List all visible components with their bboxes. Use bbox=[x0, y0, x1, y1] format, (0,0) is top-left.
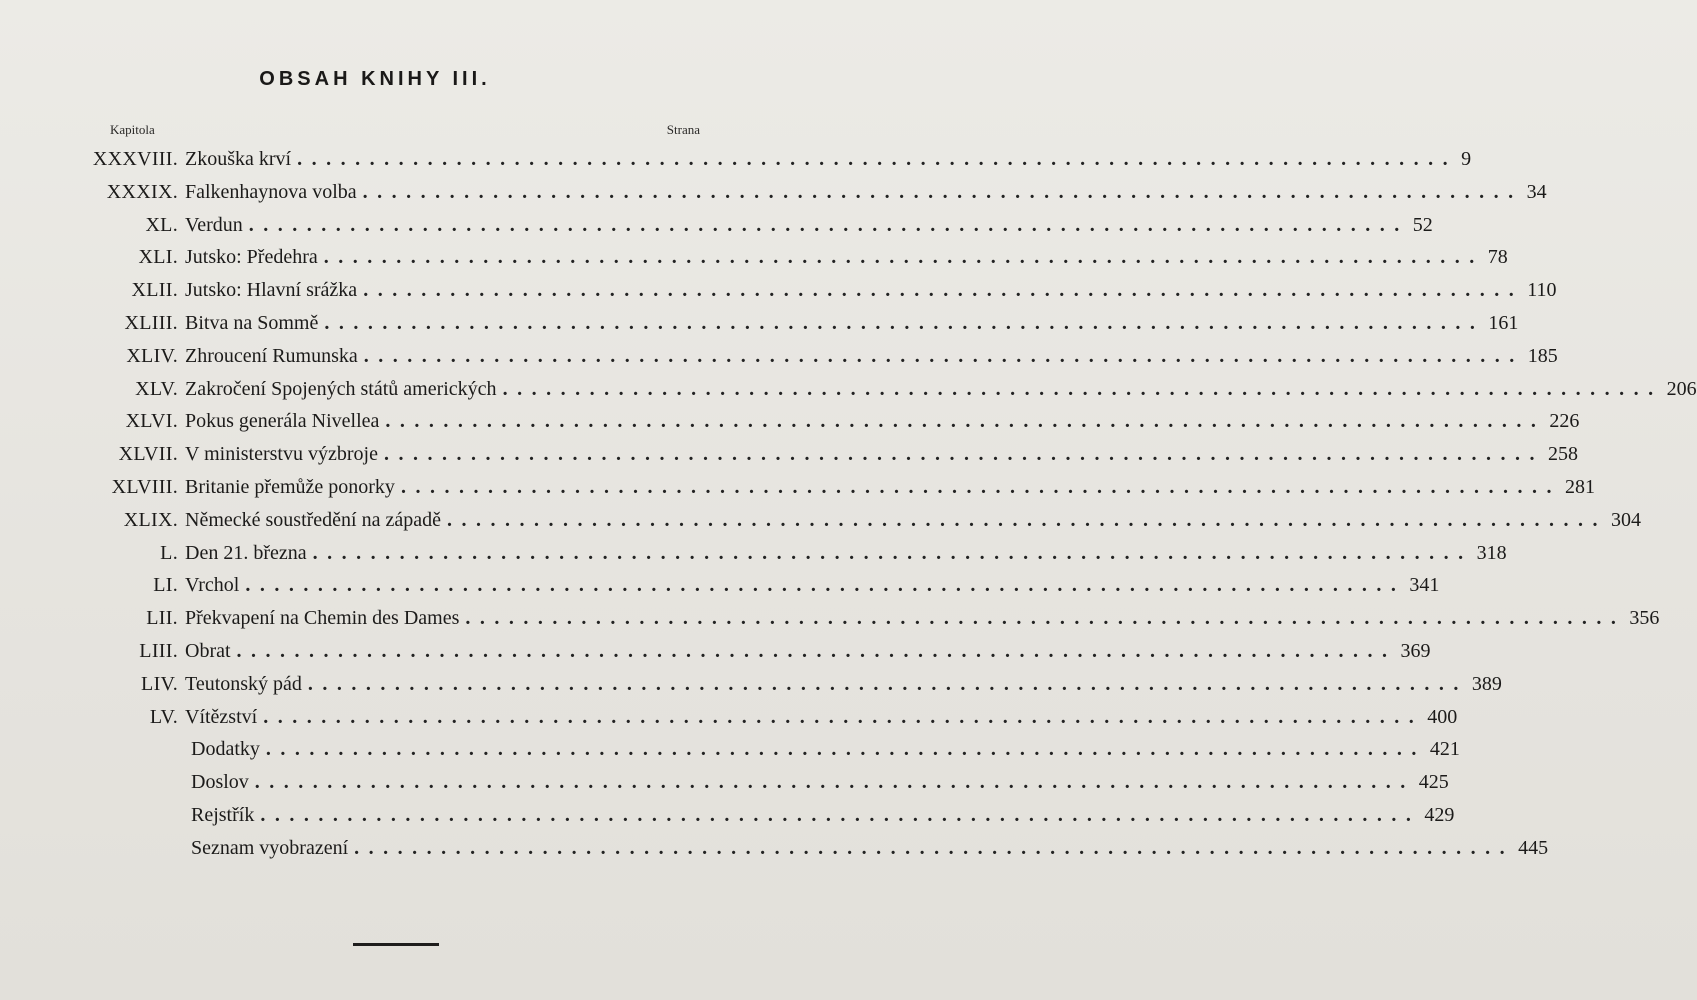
toc-row bbox=[0, 766, 1449, 799]
toc-entry bbox=[185, 143, 1472, 176]
dot-leader: ................................................................................ bbox=[385, 410, 1546, 433]
chapter-title: Teutonský pád bbox=[185, 672, 302, 695]
toc-row bbox=[0, 241, 1508, 274]
page-number: 445 bbox=[1518, 836, 1549, 859]
page-number: 421 bbox=[1429, 738, 1460, 761]
page-title: OBSAH KNIHY III. bbox=[259, 68, 491, 90]
page-number: 400 bbox=[1427, 705, 1458, 728]
toc-entry bbox=[185, 274, 1557, 307]
chapter-title: Zkouška krví bbox=[185, 148, 292, 170]
dot-leader: ................................................................................ bbox=[248, 213, 1409, 236]
toc-row bbox=[0, 373, 1697, 406]
dot-leader: ................................................................................ bbox=[323, 246, 1484, 269]
toc-entry bbox=[191, 832, 1549, 865]
dot-leader: ................................................................................ bbox=[312, 541, 1473, 564]
page-number: 341 bbox=[1409, 574, 1440, 597]
chapter-title: Německé soustředění na západě bbox=[185, 508, 441, 531]
toc-entry bbox=[185, 209, 1433, 242]
dot-leader: ................................................................................ bbox=[362, 180, 1523, 203]
toc-row bbox=[0, 340, 1558, 373]
page-number: 78 bbox=[1487, 246, 1508, 269]
chapter-number: XLI. bbox=[138, 246, 178, 269]
chapter-number: LV. bbox=[149, 705, 178, 728]
toc-entry bbox=[185, 176, 1547, 209]
dot-leader: ................................................................................ bbox=[236, 639, 1397, 662]
chapter-title: Obrat bbox=[185, 639, 231, 662]
toc-row bbox=[0, 537, 1507, 570]
table-of-contents bbox=[0, 143, 1697, 865]
dot-leader: ................................................................................ bbox=[307, 672, 1468, 695]
chapter-title: Rejstřík bbox=[191, 803, 255, 826]
page-number: 389 bbox=[1471, 672, 1502, 695]
toc-row bbox=[0, 668, 1502, 701]
dot-leader: ................................................................................ bbox=[363, 344, 1524, 367]
chapter-number: XLVIII. bbox=[111, 475, 178, 498]
toc-row bbox=[0, 733, 1460, 766]
dot-leader: ................................................................................ bbox=[383, 443, 1544, 466]
chapter-number: XXXVIII. bbox=[92, 148, 178, 170]
toc-entry bbox=[185, 537, 1507, 570]
toc-entry bbox=[185, 569, 1440, 602]
toc-row bbox=[0, 307, 1519, 340]
page-number: 161 bbox=[1488, 311, 1519, 334]
page-number: 52 bbox=[1412, 213, 1433, 236]
toc-entry bbox=[185, 668, 1502, 701]
page-number: 34 bbox=[1526, 180, 1547, 203]
toc-row bbox=[0, 602, 1660, 635]
page-number: 304 bbox=[1611, 508, 1641, 531]
dot-leader: ................................................................................ bbox=[245, 574, 1406, 597]
toc-entry bbox=[191, 799, 1455, 832]
dot-leader: ................................................................................ bbox=[465, 607, 1626, 630]
page-column-header: Strana bbox=[666, 122, 700, 137]
chapter-title: Falkenhaynova volba bbox=[185, 180, 357, 203]
toc-entry bbox=[185, 373, 1697, 406]
chapter-number: XXXIX. bbox=[106, 180, 178, 203]
page-number: 206 bbox=[1666, 377, 1697, 400]
toc-row bbox=[0, 832, 1549, 865]
toc-entry bbox=[185, 635, 1431, 668]
toc-row bbox=[0, 701, 1458, 734]
page-number: 226 bbox=[1549, 410, 1580, 433]
dot-leader: ................................................................................ bbox=[324, 311, 1485, 334]
page-number: 429 bbox=[1424, 803, 1455, 826]
chapter-title: Překvapení na Chemin des Dames bbox=[185, 607, 460, 630]
chapter-title: Jutsko: Předehra bbox=[185, 246, 318, 269]
chapter-number: XLIV. bbox=[126, 344, 178, 367]
dot-leader: ................................................................................ bbox=[265, 738, 1426, 761]
chapter-number: XLIII. bbox=[124, 311, 178, 334]
page-number: 258 bbox=[1547, 443, 1578, 466]
chapter-title: Verdun bbox=[185, 213, 243, 236]
toc-entry bbox=[185, 602, 1660, 635]
chapter-number: XLII. bbox=[131, 279, 178, 302]
chapter-number: XL. bbox=[145, 213, 178, 236]
dot-leader: ................................................................................ bbox=[254, 771, 1415, 794]
chapter-number: XLVII. bbox=[118, 443, 178, 466]
toc-entry bbox=[185, 471, 1595, 504]
dot-leader: ................................................................................ bbox=[400, 475, 1561, 498]
dot-leader: ................................................................................ bbox=[447, 508, 1607, 531]
toc-entry bbox=[185, 504, 1641, 537]
page-number: 9 bbox=[1461, 148, 1472, 170]
chapter-number: L. bbox=[160, 541, 178, 564]
toc-row bbox=[0, 209, 1433, 242]
toc-entry bbox=[185, 438, 1578, 471]
chapter-title: Den 21. března bbox=[185, 541, 307, 564]
toc-row bbox=[0, 405, 1580, 438]
dot-leader: ................................................................................ bbox=[502, 377, 1663, 400]
chapter-title: Dodatky bbox=[191, 738, 260, 761]
chapter-title: Jutsko: Hlavní srážka bbox=[185, 279, 358, 302]
toc-entry bbox=[185, 701, 1458, 734]
chapter-title: Vrchol bbox=[185, 574, 240, 597]
toc-row bbox=[0, 471, 1595, 504]
page-number: 425 bbox=[1418, 771, 1449, 794]
chapter-title: Seznam vyobrazení bbox=[191, 836, 349, 859]
page-number: 318 bbox=[1476, 541, 1507, 564]
chapter-title: Doslov bbox=[191, 771, 249, 794]
closing-rule bbox=[353, 943, 439, 946]
toc-row bbox=[0, 438, 1578, 471]
chapter-title: V ministerstvu výzbroje bbox=[185, 443, 378, 466]
dot-leader: ................................................................................ bbox=[263, 705, 1424, 728]
chapter-title: Zakročení Spojených států amerických bbox=[185, 377, 497, 400]
toc-entry bbox=[185, 241, 1508, 274]
toc-entry bbox=[185, 405, 1580, 438]
toc-entry bbox=[185, 340, 1558, 373]
toc-row bbox=[0, 635, 1431, 668]
page-number: 185 bbox=[1527, 344, 1558, 367]
toc-row bbox=[0, 504, 1641, 537]
chapter-column-header: Kapitola bbox=[110, 122, 155, 137]
page-number: 356 bbox=[1629, 607, 1660, 630]
toc-row bbox=[0, 799, 1455, 832]
chapter-number: XLIX. bbox=[123, 508, 178, 531]
dot-leader: ................................................................................ bbox=[297, 148, 1458, 170]
toc-row bbox=[0, 569, 1440, 602]
chapter-number: LIV. bbox=[141, 672, 178, 695]
toc-entry bbox=[185, 307, 1519, 340]
chapter-number: LIII. bbox=[139, 639, 178, 662]
page-number: 110 bbox=[1527, 279, 1557, 302]
chapter-number: LI. bbox=[153, 574, 178, 597]
chapter-title: Zhroucení Rumunska bbox=[185, 344, 358, 367]
dot-leader: ................................................................................ bbox=[260, 803, 1421, 826]
toc-row bbox=[0, 143, 1472, 176]
chapter-number: LII. bbox=[146, 607, 178, 630]
toc-row bbox=[0, 274, 1557, 307]
page-number: 369 bbox=[1400, 639, 1431, 662]
chapter-title: Britanie přemůže ponorky bbox=[185, 475, 395, 498]
toc-entry bbox=[191, 733, 1460, 766]
toc-row bbox=[0, 176, 1547, 209]
page-number: 281 bbox=[1564, 475, 1595, 498]
chapter-number: XLVI. bbox=[125, 410, 178, 433]
dot-leader: ................................................................................ bbox=[354, 836, 1515, 859]
toc-entry bbox=[191, 766, 1449, 799]
dot-leader: ................................................................................ bbox=[363, 279, 1524, 302]
chapter-number: XLV. bbox=[135, 377, 178, 400]
chapter-title: Vítězství bbox=[185, 705, 258, 728]
chapter-title: Bitva na Sommě bbox=[185, 311, 319, 334]
chapter-title: Pokus generála Nivellea bbox=[185, 410, 380, 433]
